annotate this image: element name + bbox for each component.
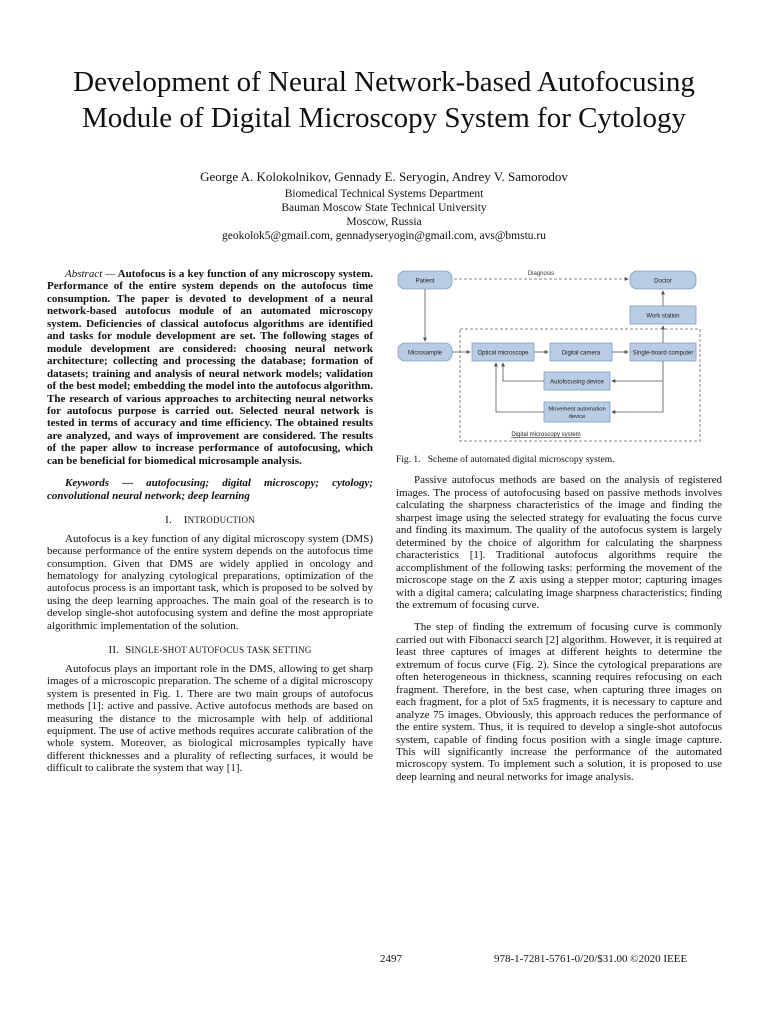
system-label: Digital microscopy system (511, 432, 581, 438)
abstract (47, 268, 373, 467)
section-title-initial: I (183, 514, 188, 527)
author-emails: geokolok5@gmail.com, gennadyseryogin@gmail.com, avs@bmstu.ru (221, 230, 546, 242)
abstract-text: Autofocus is a key function of any microscopy system. Performance of the entire system depends on the autofocus time consumption. The paper is devoted to development of a neural network-based autofocus module of an automated microscopy system. Deficiencies of classical autofocus algorithms are identified and tasks for module development are set. The following stages of module development are considered: choosing neural network architecture; collecting and processing the database; formation of datasets; training and analysis of neural network models; validation of the best model; embedding the model into the autofocus algorithm. The research of various approaches to architecting neural networks for autofocus purpose is carried out. Selected neural network is tested in terms of accuracy and time efficiency. The obtained results are analyzed, and ways of improvement are considered. The results of the paper allow to increase performance of autofocusing, which can be beneficial for biomedical microsample analysis. (47, 268, 373, 467)
left-column (47, 268, 373, 775)
abstract-label: Abstract — (65, 268, 116, 280)
task-setting-paragraph: Autofocus plays an important role in the DMS, allowing to get sharp images of a microscopic preparation. The scheme of a digital microscopy system is presented in Fig. 1. There are two main groups of autofocus methods [1]: active and passive. Active autofocus methods are based on measuring the distance to the microsample with help of additional equipment. The use of active methods requires accurate calibration of the whole system. Moreover, as biological microsamples typically have different thicknesses and a plurality of reflecting surfaces, it would be difficult to calibrate the system that way [1]. (47, 662, 373, 775)
author-names: George A. Kolokolnikov, Gennady E. Seryogin, Andrey V. Samorodov (200, 169, 568, 184)
microsample-label: Microsample (407, 350, 443, 357)
section-title-rest: INGLE-SHOT AUTOFOCUS TASK SETTING (131, 645, 312, 656)
movement-automation-label-2: device (568, 414, 586, 420)
keywords: Keywords — autofocusing; digital microscopy; cytology; convolutional neural network; deep learning (47, 477, 373, 502)
section-number: II. (108, 644, 120, 657)
author-department: Biomedical Technical Systems Department (284, 188, 484, 200)
movement-automation-label-1: Movement automation (548, 406, 606, 413)
section-heading-introduction (47, 514, 373, 526)
autofocusing-device-label: Autofocusing device (550, 379, 604, 386)
figure-caption (396, 454, 722, 466)
section-number: I. (165, 514, 172, 527)
diagram-svg (396, 268, 722, 446)
fibonacci-paragraph: The step of finding the extremum of focusing curve is commonly carried out with Fibonacci search [2] algorithm. However, it is required at least three captures of images at different heights to determine the extremum of focus curve (Fig. 2). Since the cytological preparations are often heterogeneous in thickness, scanning requires refocusing on each fragment. Therefore, in the best case, when capturing three images on each fragment, for a plot of 5x5 fragments, it is necessary to capture and analyze 75 images. Obviously, this approach reduces the performance of the entire system. Thus, it is required to develop a single-shot autofocus system, capable of finding focus position with a single image capture. This will significantly increase the performance of the automated microscopy system. To implement such a solution, it is proposed to use deep learning and neural networks for image analysis. (396, 621, 722, 783)
figure-caption-text: Scheme of automated digital microscopy system. (427, 455, 615, 465)
page-number: 2497 (380, 953, 402, 965)
isbn-copyright: 978-1-7281-5761-0/20/$31.00 ©2020 IEEE (494, 953, 688, 965)
author-university: Bauman Moscow State Technical University (281, 202, 487, 214)
patient-label: Patient (415, 278, 435, 285)
author-block (40, 169, 728, 243)
diagnosis-label: Diagnosis (527, 271, 555, 277)
author-location: Moscow, Russia (346, 216, 422, 228)
optical-microscope-label: Optical microscope (477, 350, 529, 357)
section-title-rest: NTRODUCTION (187, 515, 255, 526)
section-title-initial: S (125, 644, 132, 657)
section-heading-task-setting (47, 644, 373, 656)
figure-caption-label: Fig. 1. (396, 455, 421, 465)
right-column (396, 268, 722, 783)
doctor-label: Doctor (654, 278, 672, 285)
passive-methods-paragraph: Passive autofocus methods are based on the analysis of registered images. The process of autofocusing based on passive methods involves calculating the sharpness characteristics of the image and finding the sharpest image using the selected strategy for evaluating the focus curve and finding its maximum. The quality of the autofocus system is largely determined by the choice of algorithm for calculating the sharpness characteristics [1]. Traditional autofocus algorithms require the accomplishment of the following tasks: performing the movement of the microscope stage on the Z axis using a stepper motor; capturing images with a digital camera; calculating image sharpness characteristics; finding the extremum of focusing curve. (396, 474, 722, 611)
work-station-label: Work station (646, 313, 680, 320)
digital-camera-label: Digital camera (561, 350, 601, 357)
introduction-paragraph: Autofocus is a key function of any digital microscopy system (DMS) because performance of the entire system depends on the autofocus time consumption. Given that DMS are widely applied in oncology and hematology for analyzing cytological preparations, optimization of the autofocus process is an important task, which is proposed to be solved by using the deep learning approaches. The main goal of the research is to develop single-shot autofocusing system and define the most appropriate algorithmic implementation of the solution. (47, 532, 373, 632)
single-board-computer-label: Single-board computer (632, 350, 694, 357)
figure-1-diagram (396, 268, 722, 446)
paper-title: Development of Neural Network-based Autofocusing Module of Digital Microscopy System for Cytology (73, 66, 695, 134)
